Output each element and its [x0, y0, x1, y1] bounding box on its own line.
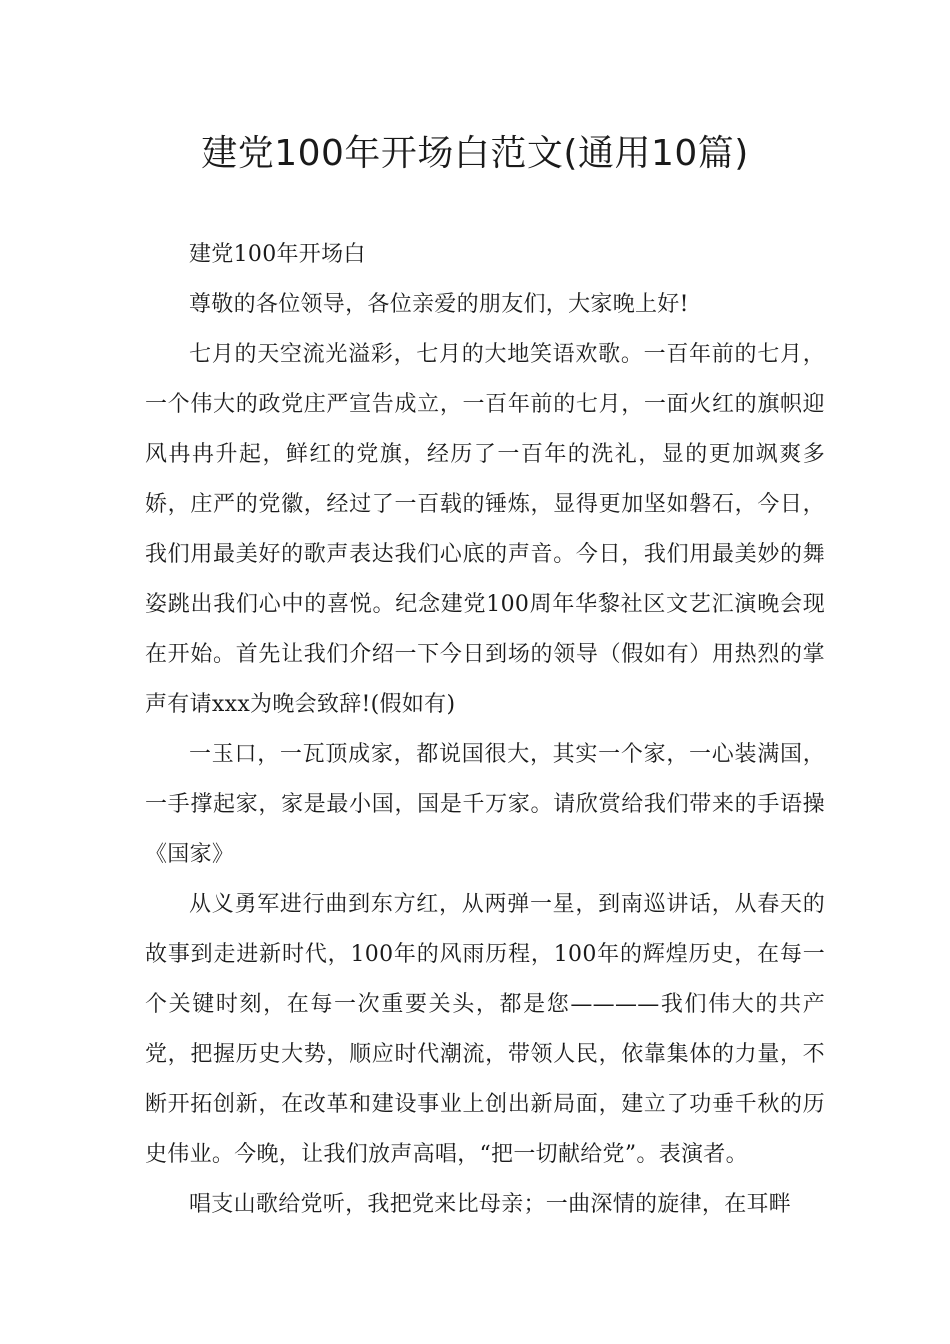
document-body — [145, 230, 825, 1230]
paragraph-subtitle: 建党100年开场白 — [189, 242, 366, 267]
document-title: 建党100年开场白范文(通用10篇) — [201, 133, 749, 174]
paragraph-song: 唱支山歌给党听，我把党来比母亲；一曲深情的旋律，在耳畔 — [189, 1192, 792, 1217]
paragraph-history: 从义勇军进行曲到东方红，从两弹一星，到南巡讲话，从春天的故事到走进新时代，100年的风雨历程，100年的辉煌历史，在每一个关键时刻，在每一次重要关头，都是您————我们伟大的共产党，把握历史大势，顺应时代潮流，带领人民，依靠集体的力量，不断开拓创新，在改革和建设事业上创出新局面，建立了功垂千秋的历史伟业。今晚，让我们放声高唱，“把一切献给党”。表演者。 — [145, 892, 825, 1167]
paragraph-sign-language: 一玉口，一瓦顶成家，都说国很大，其实一个家，一心装满国，一手撑起家，家是最小国，国是千万家。请欣赏给我们带来的手语操《国家》 — [145, 742, 825, 867]
paragraph-greeting: 尊敬的各位领导，各位亲爱的朋友们，大家晚上好! — [189, 292, 689, 317]
paragraph-opening: 七月的天空流光溢彩，七月的大地笑语欢歌。一百年前的七月，一个伟大的政党庄严宣告成立，一百年前的七月，一面火红的旗帜迎风冉冉升起，鲜红的党旗，经历了一百年的洗礼，显的更加飒爽多娇，庄严的党徽，经过了一百载的锤炼，显得更加坚如磐石，今日，我们用最美好的歌声表达我们心底的声音。今日，我们用最美妙的舞姿跳出我们心中的喜悦。纪念建党100周年华黎社区文艺汇演晚会现在开始。首先让我们介绍一下今日到场的领导（假如有）用热烈的掌声有请xxx为晚会致辞!(假如有) — [145, 342, 825, 717]
